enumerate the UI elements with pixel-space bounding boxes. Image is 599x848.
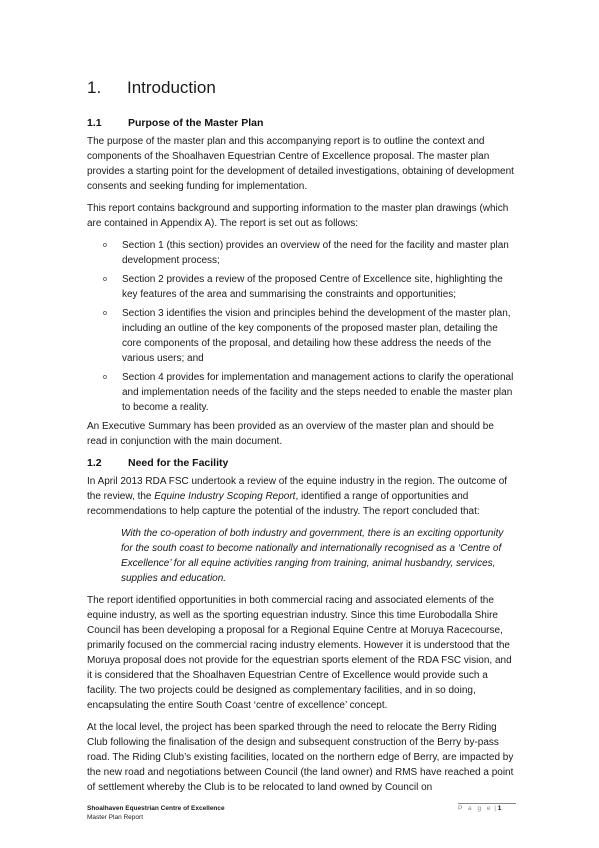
- bullet-icon: o: [103, 374, 107, 381]
- bullet-icon: o: [103, 276, 107, 283]
- list-item: [87, 238, 515, 268]
- list-item-text: Section 1 (this section) provides an overview of the need for the facility and master plan development process;: [122, 240, 509, 266]
- paragraph: The purpose of the master plan and this accompanying report is to outline the context and components of the Shoalhaven Equestrian Centre of Excellence proposal. The master plan provides a starting point for the development of detailed investigations, obtaining of development consents and seeking funding for implementation.: [87, 136, 514, 192]
- subsection-heading-1-2: [87, 456, 515, 470]
- bullet-icon: o: [103, 242, 107, 249]
- subsection-number: 1.2: [87, 457, 102, 469]
- page-number: 1: [497, 805, 502, 812]
- section-heading: [87, 76, 515, 100]
- text-run: In April 2013 RDA FSC undertook a review of the equine industry in the region. The outcome of the review, the: [87, 476, 508, 502]
- block-quote: With the co-operation of both industry and government, there is an exciting opportunity for the south coast to become nationally and internationally recognised as a ‘Centre of Excellence’ for all equine activities ranging from training, animal husbandry, services, supplies and education.: [121, 528, 504, 584]
- section-title: Introduction: [127, 78, 216, 97]
- section-list: [87, 238, 515, 415]
- list-item: [87, 370, 515, 415]
- subsection-number: 1.1: [87, 117, 102, 129]
- page-label: P a g e: [458, 805, 493, 812]
- list-item-text: Section 2 provides a review of the proposed Centre of Excellence site, highlighting the key features of the area and summarising the constraints and opportunities;: [122, 274, 503, 300]
- paragraph: At the local level, the project has been sparked through the need to relocate the Berry Riding Club following the finalisation of the design and subsequent construction of the Berry by-pass road. The Riding Club’s existing facilities, located on the northern edge of Berry, are impacted by the new road and negotiations between Council (the land owner) and RMS have reached a point of settlement whereby the Club is to be relocated to land owned by Council on: [87, 722, 514, 793]
- bullet-icon: o: [103, 310, 107, 317]
- footer-page-number: [458, 803, 516, 813]
- paragraph: An Executive Summary has been provided as an overview of the master plan and should be read in conjunction with the main document.: [87, 421, 494, 447]
- text-run: , identified a range of opportunities and recommendations to help capture the potential of the industry. The report concluded that:: [87, 491, 480, 517]
- report-title-emphasis: Equine Industry Scoping Report: [154, 491, 296, 502]
- list-item: [87, 306, 515, 366]
- footer-line-2: Master Plan Report: [87, 814, 143, 821]
- list-item-text: Section 4 provides for implementation and management actions to clarify the operational and implementation needs of the facility and the steps needed to enable the master plan to become a reality.: [122, 372, 514, 413]
- list-item-text: Section 3 identifies the vision and principles behind the development of the master plan, including an outline of the key components of the proposed master plan, detailing the core components of the proposal, and detailing how these address the needs of the various users; and: [122, 308, 511, 364]
- page-content: [87, 76, 515, 802]
- footer-line-1: Shoalhaven Equestrian Centre of Excellence: [87, 805, 225, 812]
- subsection-title: Need for the Facility: [128, 457, 229, 469]
- footer-document-title: [87, 804, 225, 822]
- list-item: [87, 272, 515, 302]
- section-number: 1.: [87, 78, 102, 97]
- paragraph: The report identified opportunities in both commercial racing and associated elements of the equine industry, as well as the sporting equestrian industry. Since this time Eurobodalla Shire Council has been developing a proposal for a Regional Equine Centre at Moruya Racecourse, primarily focused on the commercial racing industry elements. However it is understood that the Moruya proposal does not provide for the equestrian sports element of the RDA FSC vision, and it is considered that the Shoalhaven Equestrian Centre of Excellence would provide such a facility. The two projects could be designed as complementary facilities, and in so doing, encapsulating the entire South Coast ‘centre of excellence’ concept.: [87, 595, 512, 711]
- subsection-title: Purpose of the Master Plan: [128, 117, 264, 129]
- paragraph: This report contains background and supporting information to the master plan drawings (which are contained in Appendix A). The report is set out as follows:: [87, 203, 509, 229]
- paragraph: [87, 474, 515, 519]
- subsection-heading-1-1: [87, 116, 515, 130]
- page-separator: |: [492, 805, 498, 812]
